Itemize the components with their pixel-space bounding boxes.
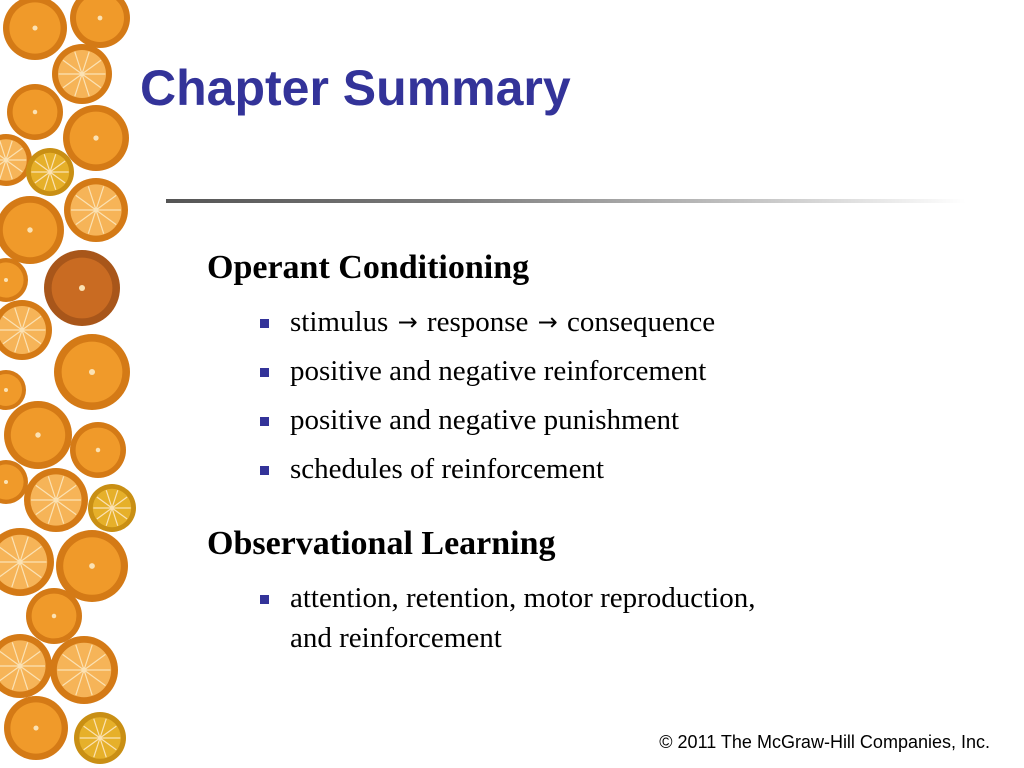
bullet-text-response: response	[426, 306, 529, 338]
orange-slice-icon	[0, 370, 26, 410]
orange-slice-icon	[54, 334, 130, 410]
orange-slice-icon	[44, 250, 120, 326]
orange-slice-icon	[3, 0, 67, 60]
arrow-right-icon: →	[397, 308, 418, 336]
bullet-text-line-1: attention, retention, motor reproduction,	[290, 582, 756, 614]
orange-slice-icon	[0, 460, 28, 504]
orange-slice-icon	[0, 258, 28, 302]
orange-slice-icon	[50, 636, 118, 704]
bullet-text: schedules of reinforcement	[290, 453, 605, 485]
orange-slice-icon	[26, 588, 82, 644]
bullet-stimulus-response-consequence	[258, 298, 715, 347]
orange-slice-icon	[64, 178, 128, 242]
copyright-footer: © 2011 The McGraw-Hill Companies, Inc.	[659, 732, 990, 752]
orange-slice-icon	[26, 148, 74, 196]
orange-slice-icon	[7, 84, 63, 140]
operant-conditioning-bullets	[258, 298, 715, 494]
bullet-marker	[260, 466, 269, 475]
orange-slices-decoration	[0, 0, 140, 768]
orange-slice-icon	[4, 401, 72, 469]
orange-slice-icon	[0, 634, 52, 698]
orange-slice-icon	[0, 196, 64, 264]
slide-title: Chapter Summary	[140, 60, 571, 116]
bullet-text: positive and negative punishment	[290, 404, 680, 436]
orange-slice-icon	[0, 528, 54, 596]
orange-slice-icon	[63, 105, 129, 171]
bullet-marker	[260, 595, 269, 604]
orange-slice-icon	[0, 300, 52, 360]
bullet-punishment	[258, 396, 715, 445]
orange-slice-icon	[24, 468, 88, 532]
bullet-text-consequence: consequence	[567, 306, 716, 338]
bullet-text-line-2: and reinforcement	[290, 622, 502, 654]
bullet-reinforcement	[258, 347, 715, 396]
orange-slice-icon	[70, 0, 130, 48]
bullet-marker	[260, 368, 269, 377]
bullet-schedules	[258, 445, 715, 494]
orange-slice-icon	[4, 696, 68, 760]
bullet-text: positive and negative reinforcement	[290, 355, 707, 387]
bullet-observational-steps	[258, 578, 756, 658]
arrow-right-icon: →	[537, 308, 558, 336]
bullet-text-stimulus: stimulus	[290, 306, 389, 338]
bullet-marker	[260, 319, 269, 328]
observational-learning-bullets	[258, 578, 756, 658]
bullet-marker	[260, 417, 269, 426]
section-heading-observational-learning: Observational Learning	[207, 525, 556, 562]
title-divider	[166, 199, 966, 203]
orange-slice-icon	[52, 44, 112, 104]
section-heading-operant-conditioning: Operant Conditioning	[207, 249, 530, 286]
orange-slice-icon	[74, 712, 126, 764]
orange-slice-icon	[88, 484, 136, 532]
orange-slice-icon	[70, 422, 126, 478]
